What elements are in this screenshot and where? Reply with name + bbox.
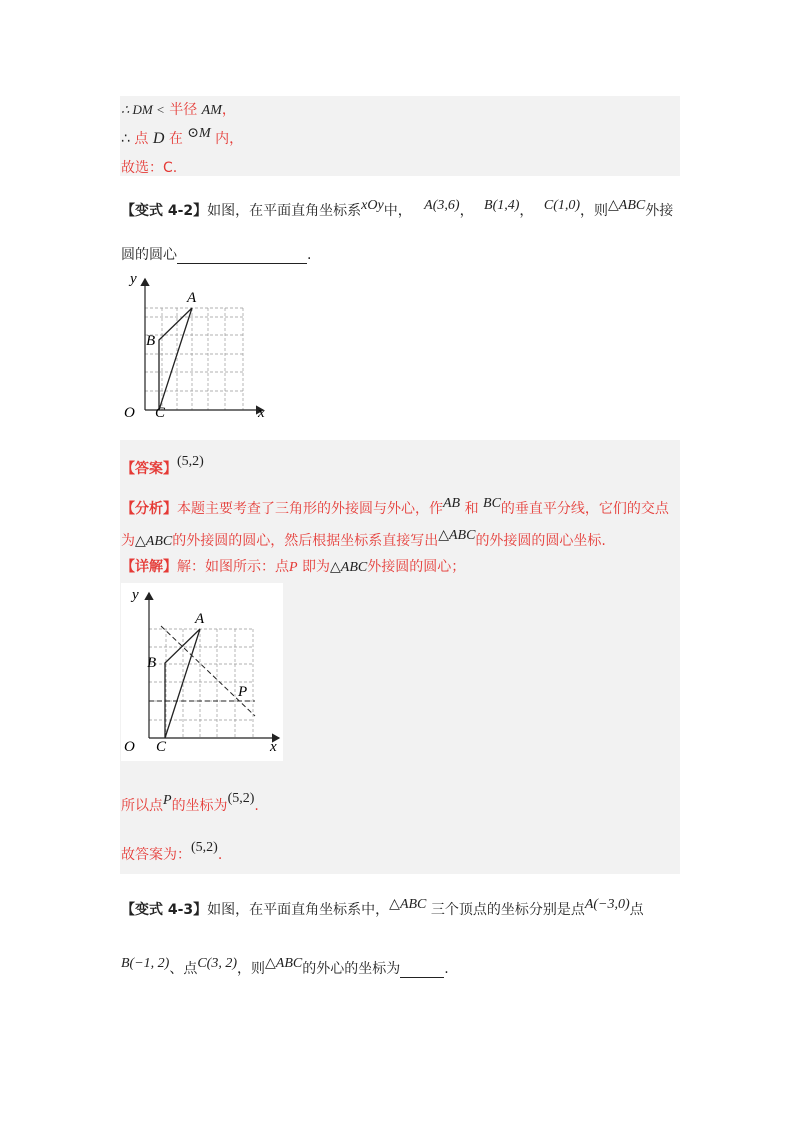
- point-label-p: P: [238, 684, 248, 700]
- solution-line-1: ∴ DM < 半径 AM，: [121, 102, 236, 118]
- point-label-a: A: [195, 611, 205, 627]
- question-tag: 【变式 4-2】: [121, 203, 208, 219]
- answer-blank: [400, 963, 444, 978]
- question-4-2-line-2: 圆的圆心 .: [121, 247, 312, 263]
- analysis-line-2: 为△ABC的外接圆的圆心，然后根据坐标系直接写出△ABC的外接圆的圆心坐标.: [121, 528, 606, 549]
- triangle-abc: [165, 629, 200, 738]
- point-label-b: B: [147, 655, 157, 671]
- point-label-c: C: [155, 405, 166, 421]
- question-4-2-line-1: 【变式 4-2】如图，在平面直角坐标系xOy中， A(3,6)， B(1,4)， C(1,0)，则△ABC外接: [121, 198, 674, 219]
- triangle-abc: [159, 308, 192, 410]
- origin-label: O: [124, 739, 135, 755]
- final-answer-line: 故答案为：(5,2).: [121, 840, 223, 863]
- point-label-c: C: [156, 739, 167, 755]
- point-label-a: A: [187, 290, 197, 306]
- axis-label-x: x: [258, 405, 265, 421]
- question-4-3-line-1: 【变式 4-3】如图，在平面直角坐标系中，△ABC 三个顶点的坐标分别是点A(−3,0)点: [121, 897, 644, 918]
- solution-line-3: 故选：C.: [121, 160, 178, 176]
- figure-2: [121, 583, 283, 761]
- answer-blank: [177, 249, 307, 264]
- solution-line-2: ∴ 点 D 在 ⊙M 内，: [121, 126, 244, 147]
- analysis-line-1: 【分析】本题主要考查了三角形的外接圆与外心，作AB 和 BC的垂直平分线，它们的交点: [121, 496, 669, 517]
- figure-1: [115, 265, 275, 425]
- axis-label-y: y: [132, 587, 139, 603]
- perpendicular-bisector-ab: [161, 626, 255, 716]
- origin-label: O: [124, 405, 135, 421]
- axis-label-y: y: [130, 271, 137, 287]
- detail-line: 【详解】解：如图所示：点P 即为△ABC外接圆的圆心；: [121, 559, 466, 575]
- question-tag: 【变式 4-3】: [121, 902, 208, 918]
- grid-lines: [145, 308, 243, 410]
- so-line: 所以点P的坐标为(5,2).: [121, 791, 259, 814]
- point-label-b: B: [146, 333, 156, 349]
- axis-label-x: x: [270, 739, 277, 755]
- question-4-3-line-2: B(−1, 2)、点C(3, 2)，则△ABC的外心的坐标为 .: [121, 956, 449, 977]
- answer-line: 【答案】(5,2): [121, 454, 204, 477]
